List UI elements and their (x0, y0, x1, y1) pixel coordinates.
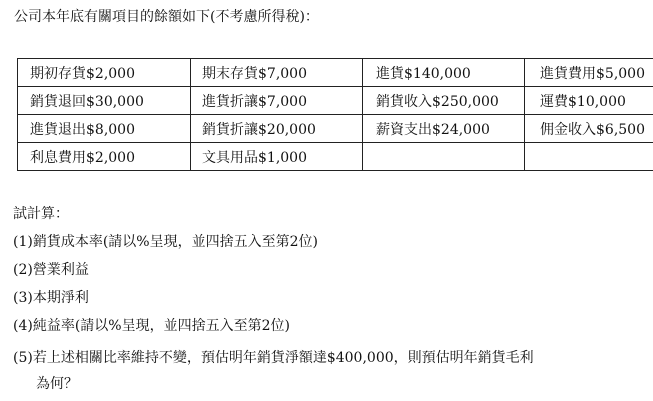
table-cell: 進貨退出$8,000 (18, 115, 191, 143)
questions-section (13, 205, 534, 397)
question-item: (4)純益率(請以%呈現，並四捨五入至第2位) (13, 318, 290, 334)
question-item: (3)本期淨利 (13, 290, 89, 306)
question-item: (2)營業利益 (13, 262, 89, 278)
table-cell: 期末存貨$7,000 (191, 59, 363, 87)
table-cell: 進貨$140,000 (363, 59, 525, 87)
table-cell: 薪資支出$24,000 (363, 115, 525, 143)
table-cell-empty (363, 143, 525, 171)
intro-text: 公司本年底有關項目的餘額如下(不考慮所得稅)： (14, 9, 319, 25)
question-item-text: (5)若上述相關比率維持不變，預估明年銷貨淨額達$400,000，則預估明年銷貨毛利 (13, 350, 534, 366)
table-cell-empty (525, 143, 653, 171)
table-row (18, 115, 653, 143)
table-cell: 銷貨退回$30,000 (18, 87, 191, 115)
table-cell: 文具用品$1,000 (191, 143, 363, 171)
table-cell: 進貨費用$5,000 (525, 59, 653, 87)
question-item (13, 345, 534, 397)
table-row (18, 143, 653, 171)
table-cell: 利息費用$2,000 (18, 143, 191, 171)
question-item: (1)銷貨成本率(請以%呈現，並四捨五入至第2位) (13, 234, 318, 250)
table-cell: 期初存貨$2,000 (18, 59, 191, 87)
table-cell: 銷貨折讓$20,000 (191, 115, 363, 143)
table-cell: 進貨折讓$7,000 (191, 87, 363, 115)
table-row (18, 87, 653, 115)
question-item-continuation: 為何？ (36, 376, 78, 392)
account-balances-table (17, 58, 653, 171)
table-cell: 佣金收入$6,500 (525, 115, 653, 143)
table-cell: 運費$10,000 (525, 87, 653, 115)
table-row (18, 59, 653, 87)
table-cell: 銷貨收入$250,000 (363, 87, 525, 115)
questions-heading: 試計算： (13, 206, 69, 222)
